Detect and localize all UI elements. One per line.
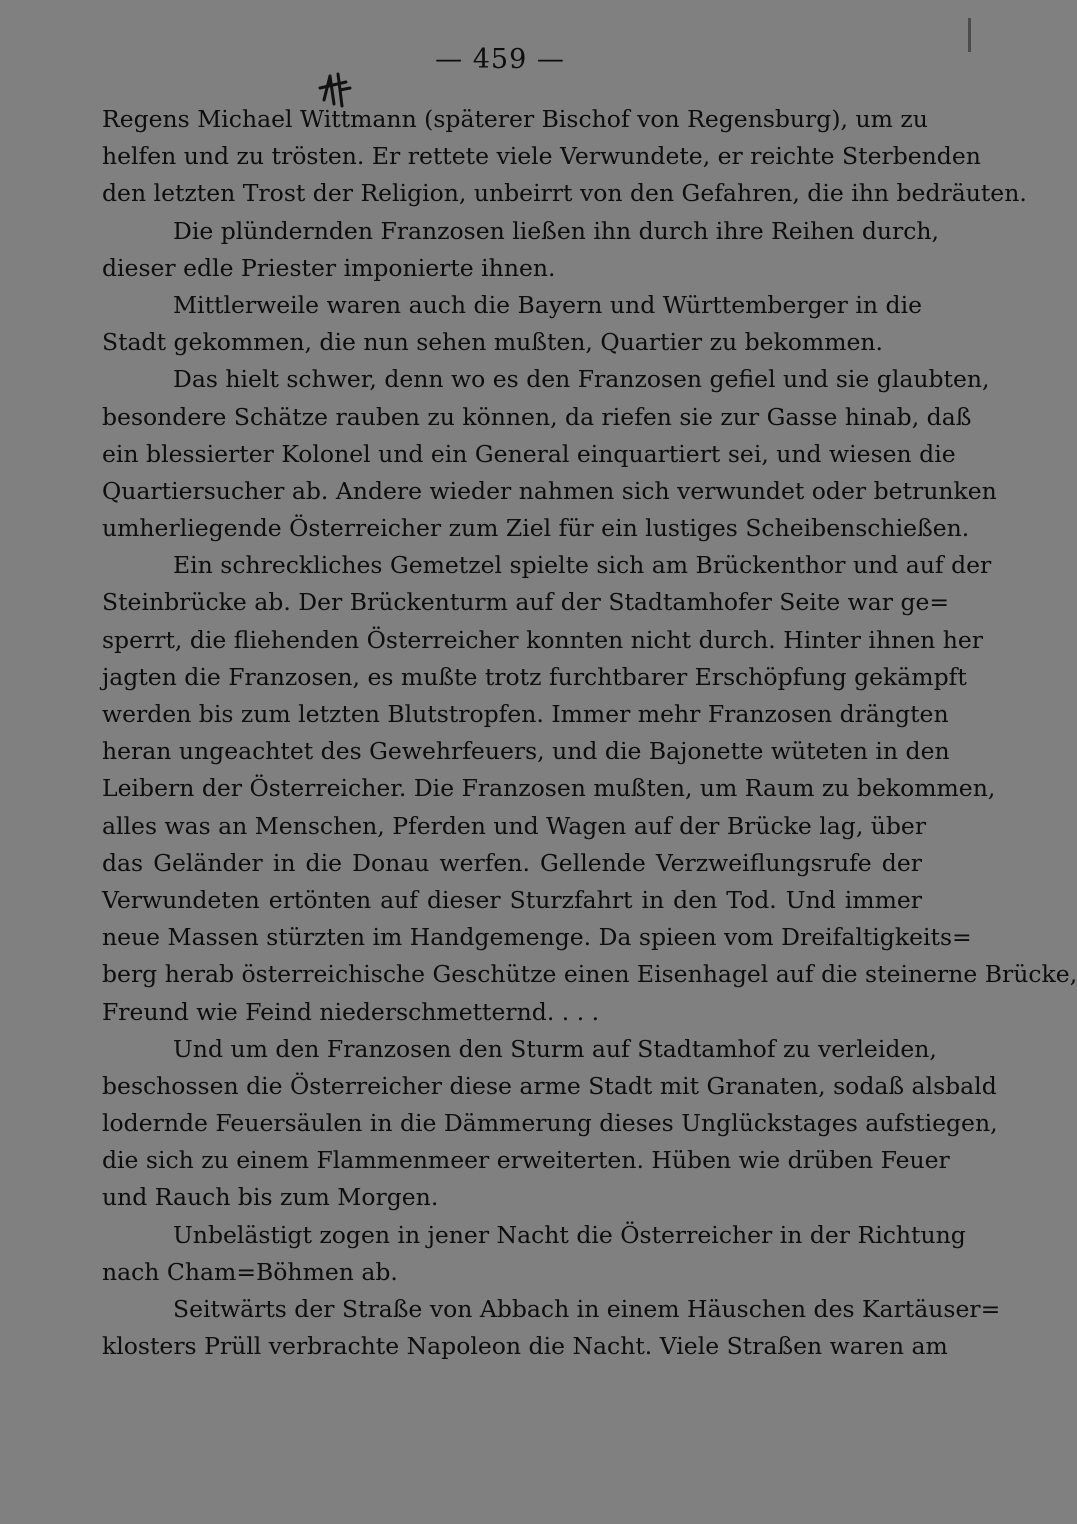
text-line: Verwundeten ertönten auf dieser Sturzfahrt in den Tod. Und immer [102,885,922,914]
text-line: Und um den Franzosen den Sturm auf Stadtamhof zu verleiden, [173,1034,937,1063]
text-line: das Geländer in die Donau werfen. Gellende Verzweiflungsrufe der [102,848,922,877]
text-line: Regens Michael Wittmann (späterer Bischof von Regensburg), um zu [102,105,928,133]
text-line: die sich zu einem Flammenmeer erweiterten. Hüben wie drüben Feuer [102,1146,950,1175]
text-line: dieser edle Priester imponierte ihnen. [102,253,556,282]
text-line: jagten die Franzosen, es mußte trotz furchtbarer Erschöpfung gekämpft [102,662,967,691]
text-line: lodernde Feuersäulen in die Dämmerung dieses Unglückstages aufstiegen, [102,1109,998,1138]
text-line: Seitwärts der Straße von Abbach in einem Häuschen des Kartäuser= [173,1295,1001,1323]
text-line: neue Massen stürzten im Handgemenge. Da spieen vom Dreifaltigkeits= [102,923,972,952]
text-line: heran ungeachtet des Gewehrfeuers, und die Bajonette wüteten in den [102,737,950,766]
text-line: Quartiersucher ab. Andere wieder nahmen sich verwundet oder betrunken [102,476,997,505]
text-line: helfen und zu trösten. Er rettete viele Verwundete, er reichte Sterbenden [102,142,981,171]
text-line: Unbelästigt zogen in jener Nacht die Österreicher in der Richtung [173,1220,966,1249]
text-line: Steinbrücke ab. Der Brückenturm auf der Stadtamhofer Seite war ge= [102,588,950,617]
text-line: ein blessierter Kolonel und ein General einquartiert sei, und wiesen die [102,439,956,468]
text-line: nach Cham=Böhmen ab. [102,1257,398,1286]
text-line: Die plündernden Franzosen ließen ihn durch ihre Reihen durch, [173,216,940,245]
text-line: Stadt gekommen, die nun sehen mußten, Quartier zu bekommen. [102,328,883,357]
text-line: klosters Prüll verbrachte Napoleon die Nacht. Viele Straßen waren am [102,1332,948,1361]
text-line: und Rauch bis zum Morgen. [102,1183,439,1212]
text-line: Leibern der Österreicher. Die Franzosen mußten, um Raum zu bekommen, [102,774,996,803]
text-line: Ein schreckliches Gemetzel spielte sich am Brückenthor und auf der [173,551,992,580]
text-line: besondere Schätze rauben zu können, da riefen sie zur Gasse hinab, daß [102,402,972,431]
text-line: Mittlerweile waren auch die Bayern und Württemberger in die [173,290,922,319]
text-line: werden bis zum letzten Blutstropfen. Immer mehr Franzosen drängten [102,700,949,728]
text-line: sperrt, die fliehenden Österreicher konnten nicht durch. Hinter ihnen her [102,625,983,654]
page-number: — 459 — [435,44,565,75]
text-line: Das hielt schwer, denn wo es den Franzosen gefiel und sie glaubten, [173,365,990,394]
text-line: alles was an Menschen, Pferden und Wagen auf der Brücke lag, über [102,811,927,840]
text-line: beschossen die Österreicher diese arme Stadt mit Granaten, sodaß alsbald [102,1071,997,1100]
text-line: Freund wie Feind niederschmetternd. . . . [102,997,600,1026]
text-line: berg herab österreichische Geschütze einen Eisenhagel auf die steinerne Brücke, [102,960,1077,989]
text-line: umherliegende Österreicher zum Ziel für ein lustiges Scheibenschießen. [102,514,970,543]
text-line: den letzten Trost der Religion, unbeirrt von den Gefahren, die ihn bedräuten. [102,179,1027,208]
body-text [102,101,1077,1365]
